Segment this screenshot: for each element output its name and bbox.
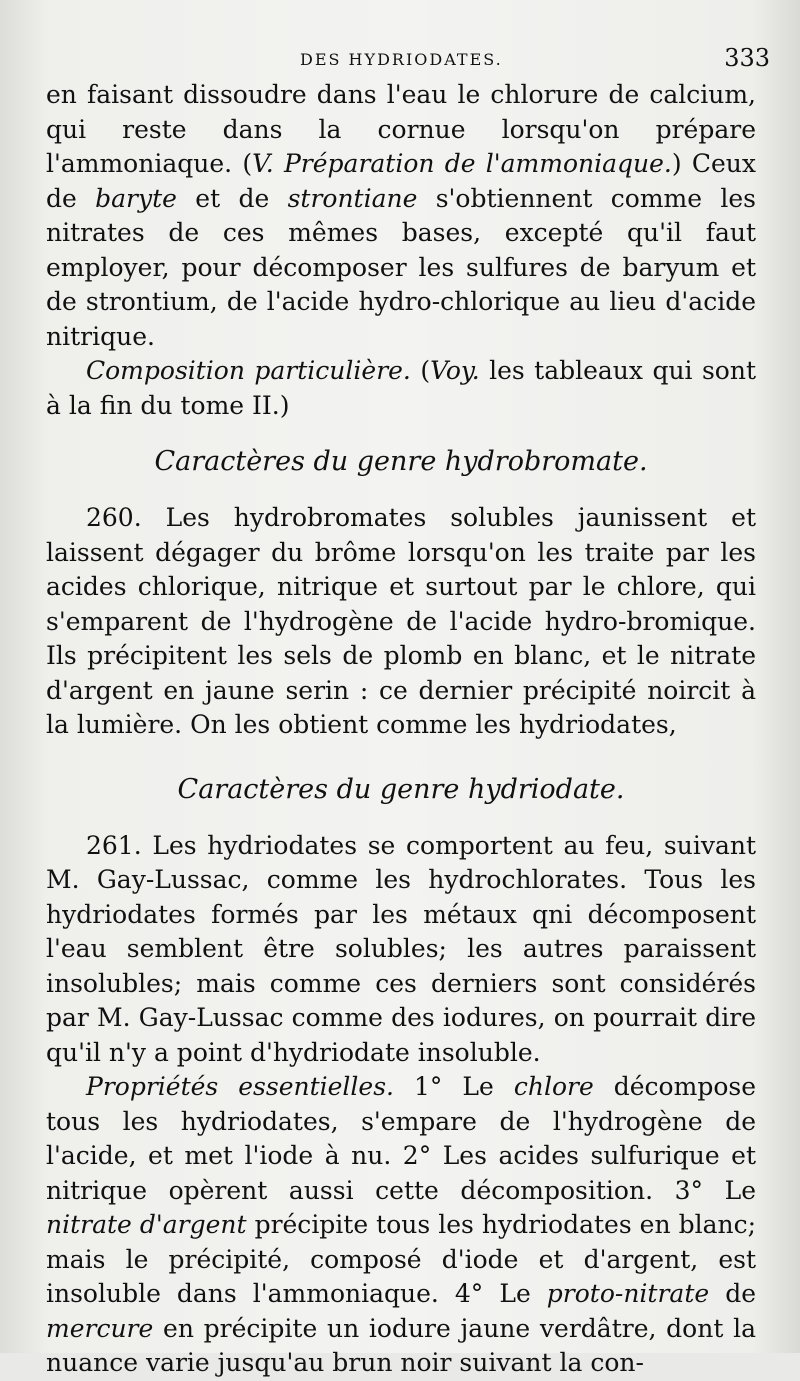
text-run: décompose tous les hydriodates, s'empare de l'hydrogène de l'acide, et met l'iode à nu. 2° Les acides sulfurique et nitrique opèrent aussi cette décomposition. 3° Le: [46, 1072, 756, 1205]
term-nitrate-argent: nitrate d'argent: [46, 1210, 247, 1239]
term-chlore: chlore: [513, 1072, 594, 1101]
section-heading-hydrobromate: Caractères du genre hydrobromate.: [154, 446, 648, 477]
paragraph-261: 261. Les hydriodates se comportent au feu, suivant M. Gay-Lussac, comme les hydrochlorates. Tous les hydriodates formés par les métaux qni décomposent l'eau semblent être solubles; les autres paraissent insolubles; mais comme ces derniers sont considérés par M. Gay-Lussac comme des iodures, on pourrait dire qu'il n'y a point d'hydriodate insoluble.: [46, 830, 756, 1067]
reference-voy: Voy.: [430, 356, 480, 385]
text-run: et de: [176, 183, 288, 213]
text-run: ) Ceux de: [46, 149, 756, 213]
text-run: en précipite un iodure jaune verdâtre, dont la nuance varie jusqu'au brun noir suivant la con-: [46, 1313, 756, 1377]
term-strontiane: strontiane: [287, 183, 418, 213]
run-in-heading: Propriétés essentielles.: [86, 1072, 394, 1101]
page-header: [0, 44, 800, 74]
paragraph-continuation: [46, 78, 756, 354]
term-baryte: baryte: [95, 183, 177, 213]
text-run: de: [709, 1279, 757, 1308]
cross-reference: V. Préparation de l'ammoniaque.: [252, 149, 672, 178]
page-body: [46, 78, 756, 1381]
page-number: 333: [724, 44, 770, 72]
text-run: précipite tous les hydriodates en blanc; mais le précipité, composé d'iode et d'argent, est insoluble dans l'ammoniaque. 4° Le: [46, 1210, 757, 1308]
term-mercure: mercure: [46, 1313, 154, 1343]
text-run: les tableaux qui sont à la fin du tome II.): [46, 356, 757, 420]
text-run: (: [410, 356, 431, 385]
text-run: 1° Le: [394, 1072, 514, 1101]
running-head: DES HYDRIODATES.: [300, 50, 503, 69]
term-proto-nitrate: proto-nitrate: [546, 1279, 710, 1308]
paragraph-composition: [46, 354, 756, 423]
section-heading-hydriodate: Caractères du genre hydriodate.: [177, 773, 625, 805]
text-run: en faisant dissoudre dans l'eau le chlorure de calcium, qui reste dans la cornue lorsqu'on prépare l'ammoniaque. (: [46, 80, 756, 178]
text-run: s'obtiennent comme les nitrates de ces mêmes bases, excepté qu'il faut employer, pour décomposer les sulfures de baryum et de strontium, de l'acide hydro-chlorique au lieu d'acide nitrique.: [46, 183, 756, 351]
paragraph-260: 260. Les hydrobromates solubles jaunissent et laissent dégager du brôme lorsqu'on les traite par les acides chlorique, nitrique et surtout par le chlore, qui s'emparent de l'hydrogène de l'acide hydro-bromique. Ils précipitent les sels de plomb en blanc, et le nitrate d'argent en jaune serin : ce dernier précipité noircit à la lumière. On les obtient comme les hydriodates,: [46, 503, 756, 739]
paragraph-properties: [46, 1070, 756, 1381]
run-in-heading: Composition particulière.: [86, 356, 411, 385]
